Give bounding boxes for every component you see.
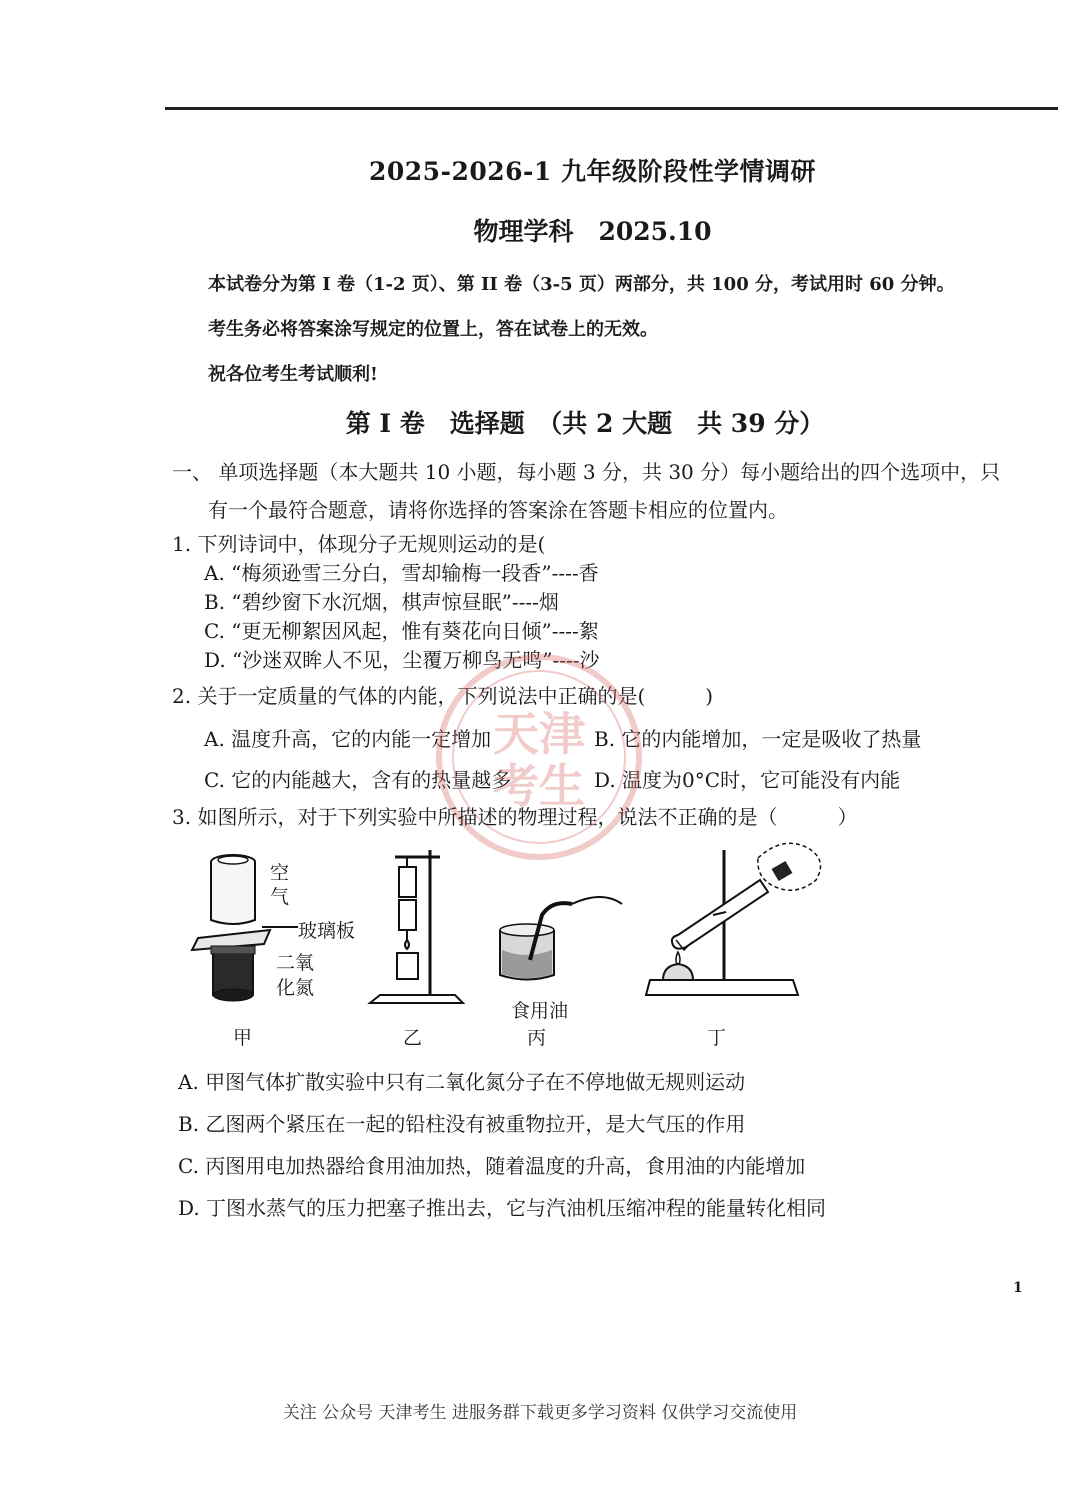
exam-title: 2025-2026-1 九年级阶段性学情调研 bbox=[368, 157, 816, 186]
footer-notice: 关注 公众号 天津考生 进服务群下载更多学习资料 仅供学习交流使用 bbox=[282, 1403, 798, 1423]
q2-option-a: A. 温度升高，它的内能一定增加 bbox=[204, 727, 492, 751]
section-title: 第 I 卷 选择题 （共 2 大题 共 39 分） bbox=[345, 409, 825, 438]
part1-instructions-line-1: 一、 单项选择题（本大题共 10 小题，每小题 3 分，共 30 分）每小题给出的四个选项中，只 bbox=[172, 460, 1001, 484]
stamp-text-bottom: 考生 bbox=[493, 759, 585, 813]
jia-glass-label: 玻璃板 bbox=[298, 920, 356, 942]
jia-air-label-1: 空 bbox=[270, 862, 290, 884]
q2-option-d: D. 温度为0°C时，它可能没有内能 bbox=[594, 768, 901, 792]
glass-pointer-line bbox=[262, 915, 302, 935]
q3-option-b: B. 乙图两个紧压在一起的铅柱没有被重物拉开，是大气压的作用 bbox=[178, 1112, 746, 1136]
intro-line-3: 祝各位考生考试顺利! bbox=[208, 364, 378, 385]
stamp-text-top: 天津 bbox=[493, 707, 585, 761]
q1-stem: 1. 下列诗词中，体现分子无规则运动的是( bbox=[172, 532, 546, 556]
q3-stem: 3. 如图所示，对于下列实验中所描述的物理过程，说法不正确的是（ ） bbox=[172, 805, 858, 829]
intro-line-2: 考生务必将答案涂写规定的位置上，答在试卷上的无效。 bbox=[208, 319, 658, 340]
watermark-stamp bbox=[432, 650, 647, 865]
figure-bing-heating-oil bbox=[492, 890, 627, 990]
q1-option-b: B. “碧纱窗下水沉烟，棋声惊昼眠”----烟 bbox=[204, 590, 559, 614]
jia-gas-label-2: 化氮 bbox=[276, 977, 315, 999]
intro-line-1: 本试卷分为第 I 卷（1-2 页）、第 II 卷（3-5 页）两部分，共 100 分，考试用时 60 分钟。 bbox=[208, 274, 955, 295]
q3-option-d: D. 丁图水蒸气的压力把塞子推出去，它与汽油机压缩冲程的能量转化相同 bbox=[178, 1196, 827, 1220]
q2-option-b: B. 它的内能增加，一定是吸收了热量 bbox=[594, 727, 922, 751]
jia-air-label-2: 气 bbox=[270, 886, 290, 908]
figure-label-jia: 甲 bbox=[233, 1027, 253, 1049]
jia-gas-label-1: 二氧 bbox=[276, 952, 315, 974]
part1-instructions-line-2: 有一个最符合题意，请将你选择的答案涂在答题卡相应的位置内。 bbox=[208, 498, 788, 522]
q1-option-c: C. “更无柳絮因风起，惟有葵花向日倾”----絮 bbox=[204, 619, 599, 643]
exam-subtitle: 物理学科 2025.10 bbox=[473, 217, 712, 246]
q3-option-c: C. 丙图用电加热器给食用油加热，随着温度的升高，食用油的内能增加 bbox=[178, 1154, 806, 1178]
figure-ding-steam-cork bbox=[638, 840, 833, 1005]
q1-option-a: A. “梅须逊雪三分白，雪却输梅一段香”----香 bbox=[204, 561, 599, 585]
q2-stem: 2. 关于一定质量的气体的内能，下列说法中正确的是( ) bbox=[172, 684, 714, 708]
page-number: 1 bbox=[1013, 1280, 1023, 1296]
figure-label-bing: 丙 bbox=[527, 1027, 547, 1049]
bing-oil-label: 食用油 bbox=[511, 1000, 569, 1022]
q1-option-d: D. “沙迷双眸人不见，尘覆万柳鸟无鸣”----沙 bbox=[204, 648, 600, 672]
figure-yi-lead-cylinders bbox=[365, 845, 465, 1010]
figure-label-ding: 丁 bbox=[707, 1027, 727, 1049]
q3-option-a: A. 甲图气体扩散实验中只有二氧化氮分子在不停地做无规则运动 bbox=[178, 1070, 746, 1094]
q2-option-c: C. 它的内能越大，含有的热量越多 bbox=[204, 768, 512, 792]
figure-label-yi: 乙 bbox=[403, 1027, 423, 1049]
top-rule bbox=[165, 107, 1058, 110]
